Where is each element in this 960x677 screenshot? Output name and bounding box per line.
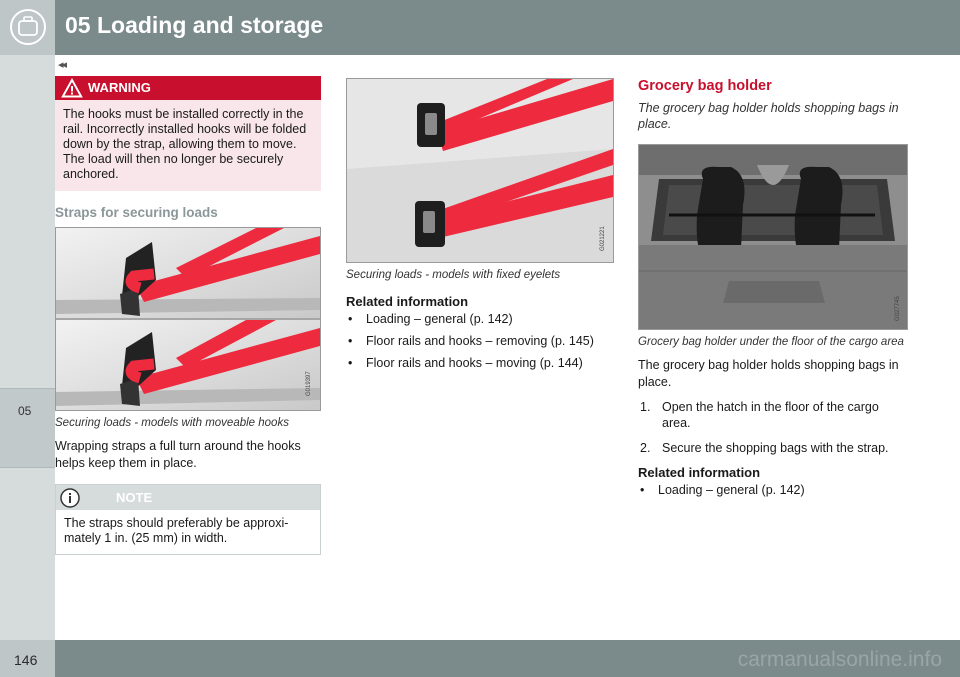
column-right (638, 76, 908, 504)
page-header (0, 0, 960, 55)
figure-moveable-hooks (55, 227, 321, 411)
warning-text: The hooks must be installed correctly in the rail. Incorrectly installed hooks will be folded down by the strap, allowing them to move. The load will then no longer be securely anchored. (63, 107, 307, 181)
warning-label: WARNING (88, 80, 151, 95)
body-text: Wrapping straps a full turn around the hooks helps keep them in place. (55, 439, 301, 470)
page-footer (0, 640, 960, 677)
note-box (55, 484, 321, 555)
page-number: 146 (14, 652, 38, 668)
figure-grocery-holder (638, 144, 908, 330)
body-text: The grocery bag holder holds shopping bags in place. (638, 358, 899, 389)
watermark: carmanualsonline.info (737, 648, 942, 671)
related-heading: Related information (346, 294, 469, 309)
related-link[interactable]: • Loading – general (p. 142) (640, 483, 805, 497)
suitcase-icon (9, 8, 47, 46)
note-header (56, 485, 320, 510)
chapter-number: 05 (18, 404, 32, 418)
chapter-tab[interactable] (0, 388, 55, 468)
figure-caption: Securing loads - models with fixed eyelets (346, 269, 561, 281)
back-link[interactable]: ◂◂ (58, 59, 66, 71)
related-heading: Related information (638, 465, 761, 480)
figure-code: G021221 (600, 226, 606, 251)
figure-fixed-eyelets (346, 78, 614, 263)
steps-list (638, 399, 908, 456)
figure-caption: Securing loads - models with moveable hooks (55, 417, 289, 429)
figure-code: G019397 (306, 371, 312, 396)
step-item: 2. Secure the shopping bags with the strap. (640, 441, 889, 455)
figure-code: G027745 (895, 296, 901, 321)
figure-caption: Grocery bag holder under the floor of the cargo area (638, 336, 904, 348)
section-heading-grocery: Grocery bag holder (638, 78, 772, 94)
info-icon (60, 488, 80, 508)
related-list (346, 311, 614, 371)
column-middle (346, 76, 614, 377)
section-heading-straps: Straps for securing loads (55, 205, 218, 220)
chapter-sidebar (0, 55, 55, 640)
step-item: 1. Open the hatch in the floor of the cargo area. (640, 400, 879, 430)
illustration-moveable-hooks (56, 228, 320, 410)
warning-header (55, 76, 321, 100)
footer-tab (0, 640, 55, 677)
warning-box (55, 76, 321, 191)
related-link[interactable]: • Floor rails and hooks – moving (p. 144) (348, 356, 583, 370)
column-left (55, 76, 321, 555)
warning-triangle-icon (61, 78, 83, 98)
header-icon-tab (0, 0, 55, 55)
section-subtitle: The grocery bag holder holds shopping bags in place. (638, 101, 899, 131)
related-link[interactable]: • Floor rails and hooks – removing (p. 145) (348, 334, 594, 348)
note-label: NOTE (116, 490, 153, 505)
note-text: The straps should preferably be approxi-mately 1 in. (25 mm) in width. (64, 516, 289, 545)
illustration-grocery-holder (639, 145, 907, 329)
related-link[interactable]: • Loading – general (p. 142) (348, 312, 513, 326)
illustration-fixed-eyelets (347, 79, 613, 262)
related-list (638, 482, 908, 498)
page-title: 05 Loading and storage (65, 12, 324, 38)
